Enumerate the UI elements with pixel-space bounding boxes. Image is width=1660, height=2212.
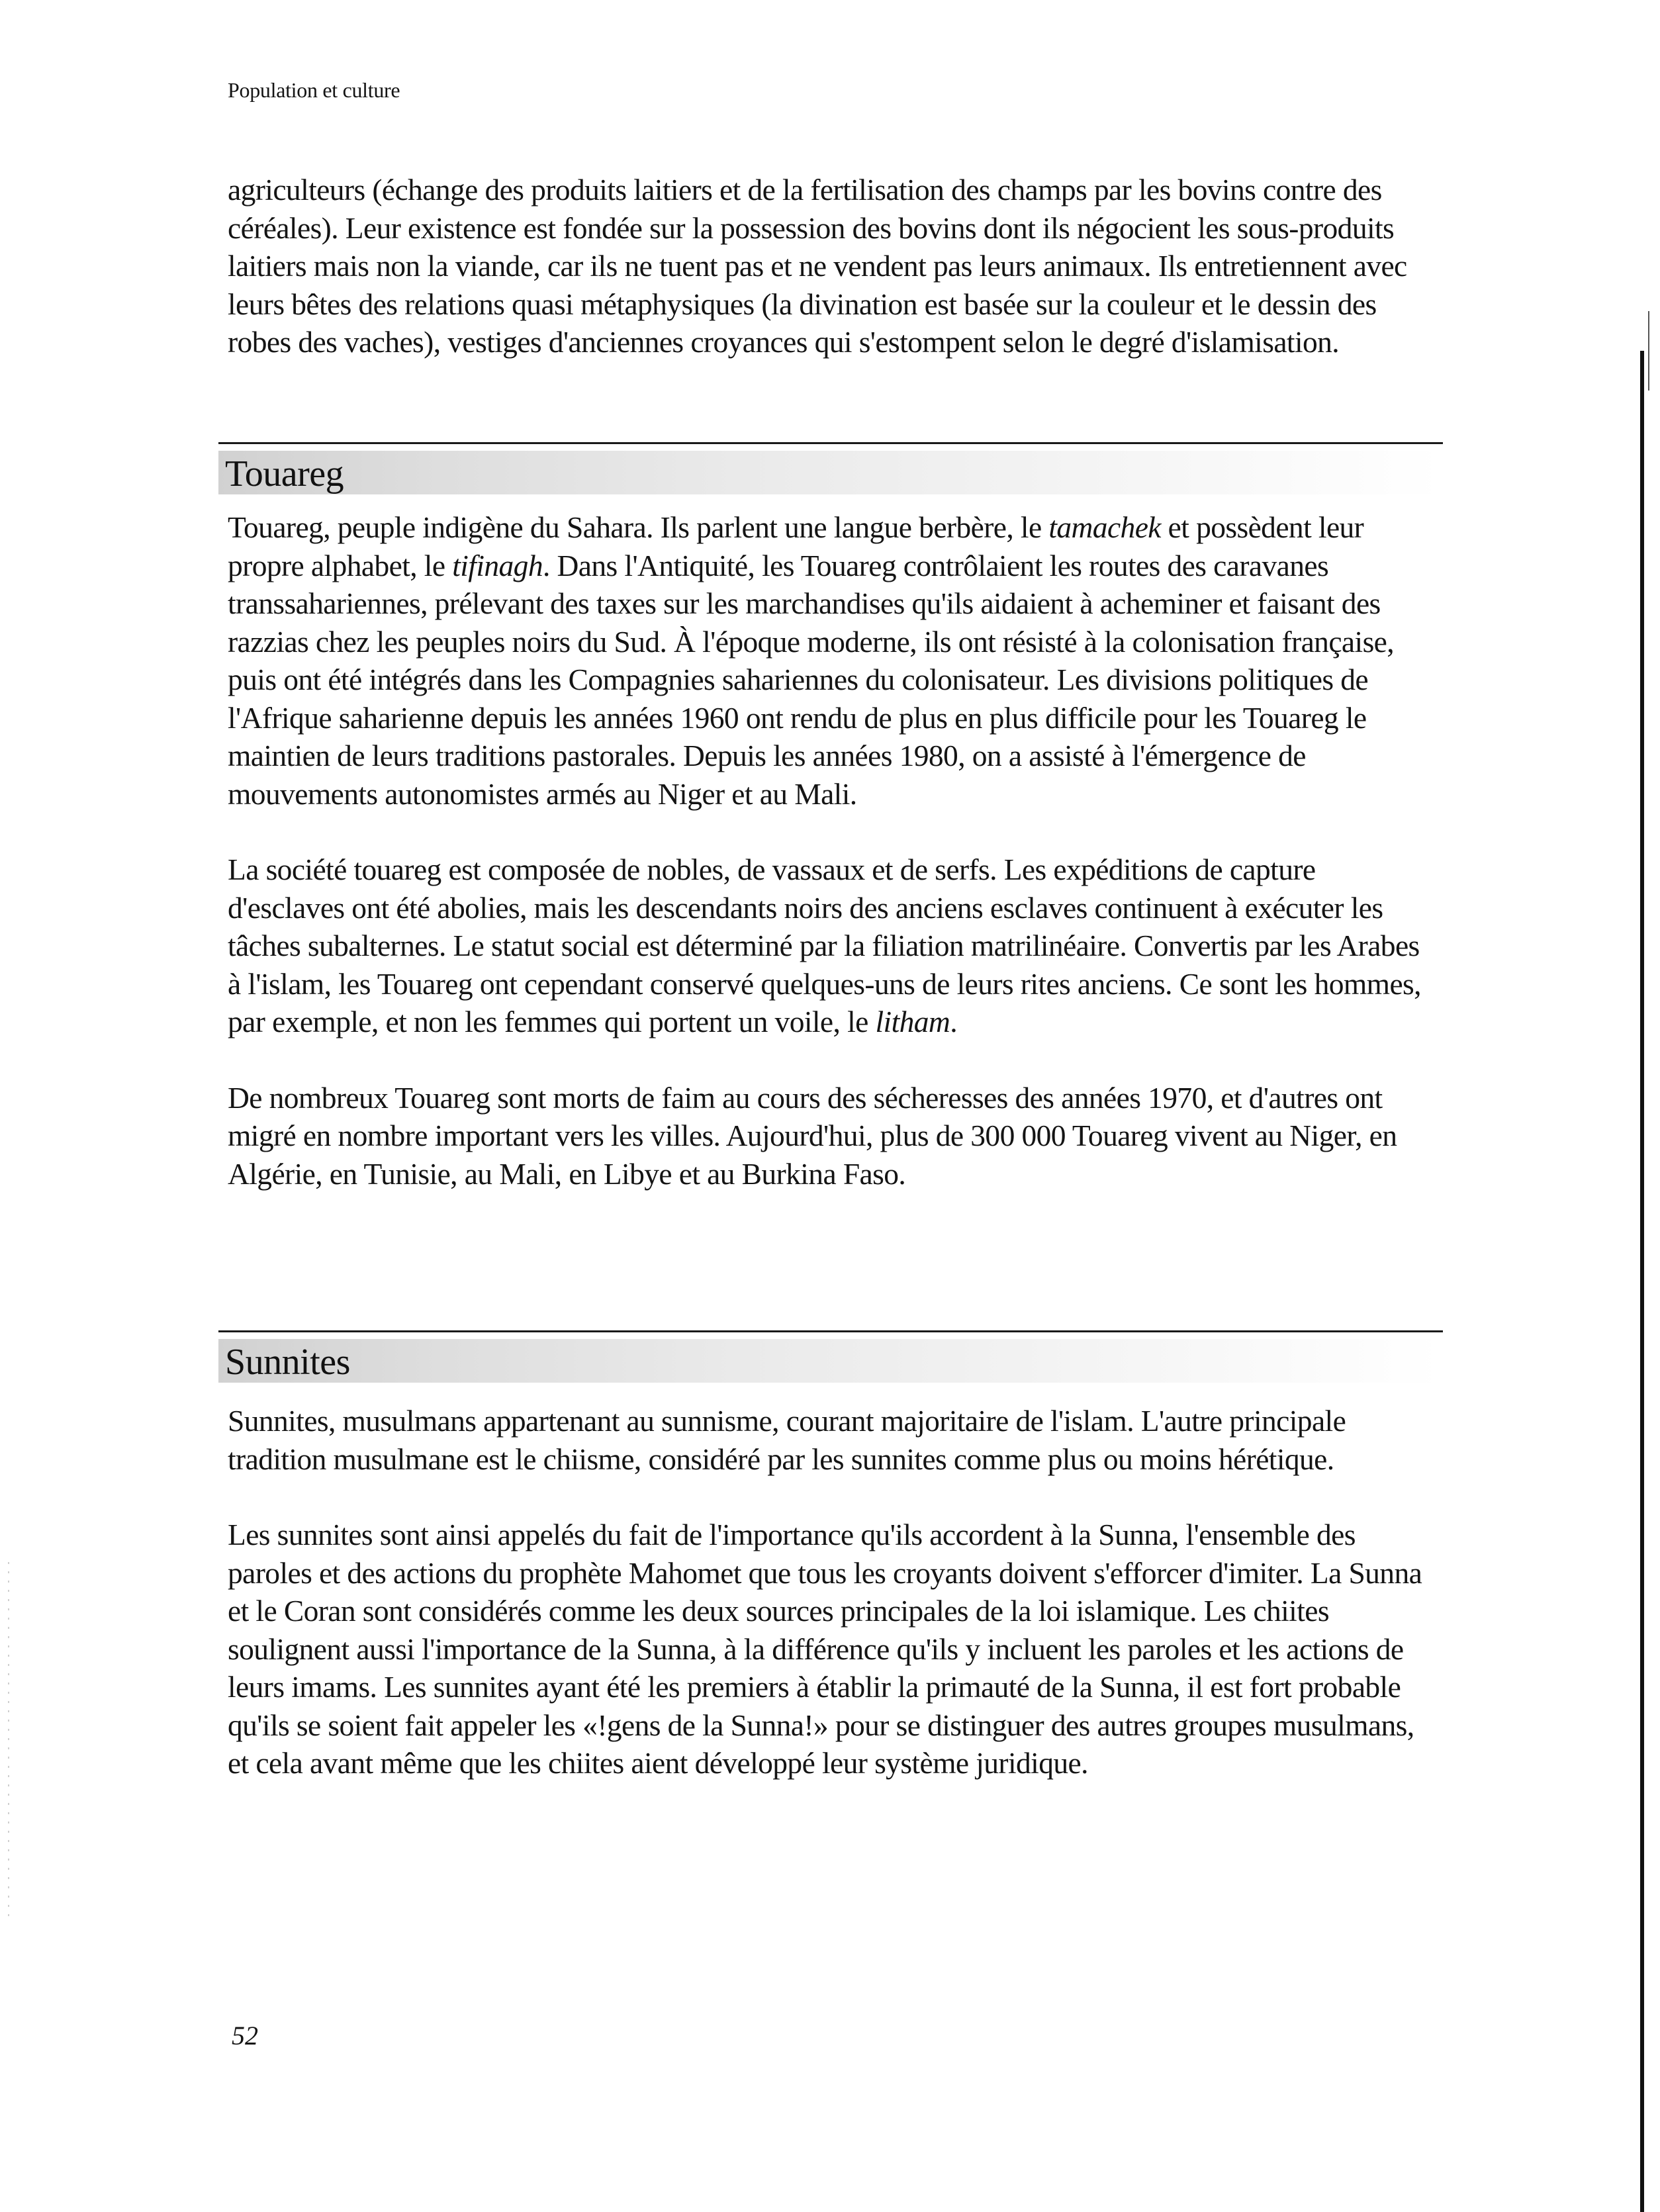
touareg-p2-text-b: . — [950, 1005, 957, 1038]
section-title-sunnites: Sunnites — [225, 1342, 350, 1383]
touareg-p1-text-c: . Dans l'Antiquité, les Touareg contrôlaient les routes des caravanes transsahariennes, prélevant des taxes sur les marchandises qu'ils aidaient à acheminer et faisant des razzias chez les peuples noirs du Sud. À l'époque moderne, ils ont résisté à la colonisation française, puis ont été intégrés dans les Compagnies sahariennes du colonisateur. Les divisions politiques de l'Afrique saharienne depuis les années 1960 ont rendu de plus en plus difficile pour les Touareg le maintien de leurs traditions pastorales. Depuis les années 1980, on a assisté à l'émergence de mouvements autonomistes armés au Niger et au Mali. — [228, 548, 1395, 811]
intro-block — [228, 171, 1439, 361]
sunnites-block — [228, 1402, 1439, 1782]
term-litham: litham — [875, 1005, 950, 1038]
touareg-p1-text-a: Touareg, peuple indigène du Sahara. Ils parlent une langue berbère, le — [228, 510, 1049, 544]
sunnites-paragraph-1: Sunnites, musulmans appartenant au sunnisme, courant majoritaire de l'islam. L'autre principale tradition musulmane est le chiisme, considéré par les sunnites comme plus ou moins hérétique. — [228, 1404, 1346, 1476]
scan-edge-speckle — [8, 1562, 9, 1919]
touareg-block — [228, 508, 1439, 1193]
term-tifinagh: tifinagh — [452, 548, 543, 582]
touareg-p1-text-b: et possèdent leur propre alphabet, le — [228, 510, 1364, 582]
running-header: Population et culture — [228, 78, 400, 102]
scan-edge-rule — [1640, 351, 1644, 2212]
scan-edge-rule-thin — [1648, 311, 1649, 391]
touareg-p2-text-a: La société touareg est composée de nobles, de vassaux et de serfs. Les expéditions de capture d'esclaves ont été abolies, mais les descendants noirs des anciens esclaves continuent à exécuter les tâches subalternes. Le statut social est déterminé par la filiation matrilinéaire. Convertis par les Arabes à l'islam, les Touareg ont cependant conservé quelques-uns de leurs rites anciens. Ce sont les hommes, par exemple, et non les femmes qui portent un voile, le — [228, 853, 1421, 1038]
page-number: 52 — [232, 2021, 258, 2051]
touareg-paragraph-3: De nombreux Touareg sont morts de faim au cours des sécheresses des années 1970, et d'autres ont migré en nombre important vers les villes. Aujourd'hui, plus de 300 000 Touareg vivent au Niger, en Algérie, en Tunisie, au Mali, en Libye et au Burkina Faso. — [228, 1080, 1397, 1191]
intro-paragraph: agriculteurs (échange des produits laitiers et de la fertilisation des champs par les bovins contre des céréales). Leur existence est fondée sur la possession des bovins dont ils négocient les sous-produits laitiers mais non la viande, car ils ne tuent pas et ne vendent pas leurs animaux. Ils entretiennent avec leurs bêtes des relations quasi métaphysiques (la divination est basée sur la couleur et le dessin des robes des vaches), vestiges d'anciennes croyances qui s'estompent selon le degré d'islamisation. — [228, 173, 1407, 359]
section-heading-touareg — [218, 442, 1443, 500]
term-tamachek: tamachek — [1048, 510, 1161, 544]
section-heading-sunnites — [218, 1330, 1443, 1388]
sunnites-paragraph-2: Les sunnites sont ainsi appelés du fait de l'importance qu'ils accordent à la Sunna, l'ensemble des paroles et des actions du prophète Mahomet que tous les croyants doivent s'efforcer d'imiter. La Sunna et le Coran sont considérés comme les deux sources principales de la loi islamique. Les chiites soulignent aussi l'importance de la Sunna, à la différence qu'ils y incluent les paroles et les actions de leurs imams. Les sunnites ayant été les premiers à établir la primauté de la Sunna, il est fort probable qu'ils se soient fait appeler les «!gens de la Sunna!» pour se distinguer des autres groupes musulmans, et cela avant même que les chiites aient développé leur système juridique. — [228, 1518, 1422, 1780]
touareg-paragraph-1 — [228, 508, 1439, 813]
touareg-paragraph-2 — [228, 851, 1439, 1041]
heading-band — [218, 451, 1443, 494]
section-title-touareg: Touareg — [225, 453, 344, 494]
heading-band — [218, 1339, 1443, 1383]
